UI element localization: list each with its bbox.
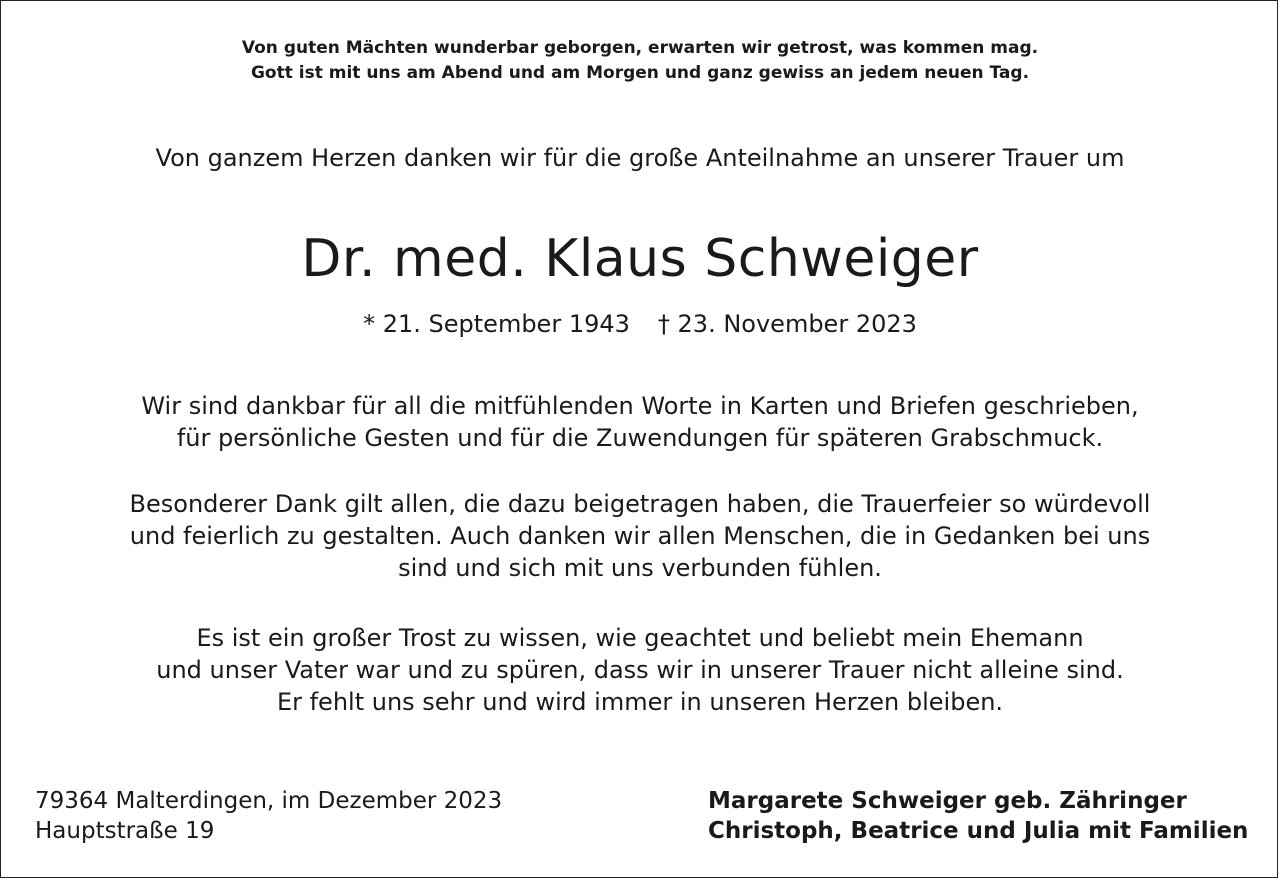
footer-family — [708, 786, 1248, 846]
paragraph-line: Es ist ein großer Trost zu wissen, wie geachtet und beliebt mein Ehemann — [196, 624, 1084, 652]
location-date: 79364 Malterdingen, im Dezember 2023 — [35, 788, 503, 814]
paragraph-line: und feierlich zu gestalten. Auch danken wir allen Menschen, die in Gedanken bei uns — [129, 522, 1151, 550]
deceased-name: Dr. med. Klaus Schweiger — [301, 229, 979, 289]
thanks-paragraph-1 — [0, 390, 1280, 454]
paragraph-line: Wir sind dankbar für all die mitfühlenden Worte in Karten und Briefen geschrieben, — [141, 392, 1139, 420]
paragraph-line: für persönliche Gesten und für die Zuwendungen für späteren Grabschmuck. — [176, 424, 1104, 452]
life-dates — [0, 308, 1280, 340]
family-line-2: Christoph, Beatrice und Julia mit Familien — [708, 818, 1249, 844]
motto-line-2: Gott ist mit uns am Abend und am Morgen und ganz gewiss an jedem neuen Tag. — [250, 63, 1030, 83]
birth-date: * 21. September 1943 — [363, 310, 630, 338]
thanks-paragraph-3 — [0, 622, 1280, 718]
motto-verse — [0, 36, 1280, 86]
paragraph-line: und unser Vater war und zu spüren, dass wir in unserer Trauer nicht alleine sind. — [156, 656, 1124, 684]
family-line-1: Margarete Schweiger geb. Zähringer — [708, 788, 1187, 814]
footer-location — [35, 786, 502, 846]
thanks-paragraph-2 — [0, 488, 1280, 584]
intro-text: Von ganzem Herzen danken wir für die große Anteilnahme an unserer Trauer um — [155, 144, 1125, 172]
paragraph-line: Besonderer Dank gilt allen, die dazu beigetragen haben, die Trauerfeier so würdevoll — [129, 490, 1151, 518]
paragraph-line: Er fehlt uns sehr und wird immer in unseren Herzen bleiben. — [276, 688, 1004, 716]
death-date: † 23. November 2023 — [657, 310, 917, 338]
street-address: Hauptstraße 19 — [35, 818, 215, 844]
motto-line-1: Von guten Mächten wunderbar geborgen, erwarten wir getrost, was kommen mag. — [241, 38, 1039, 58]
paragraph-line: sind und sich mit uns verbunden fühlen. — [398, 554, 882, 582]
